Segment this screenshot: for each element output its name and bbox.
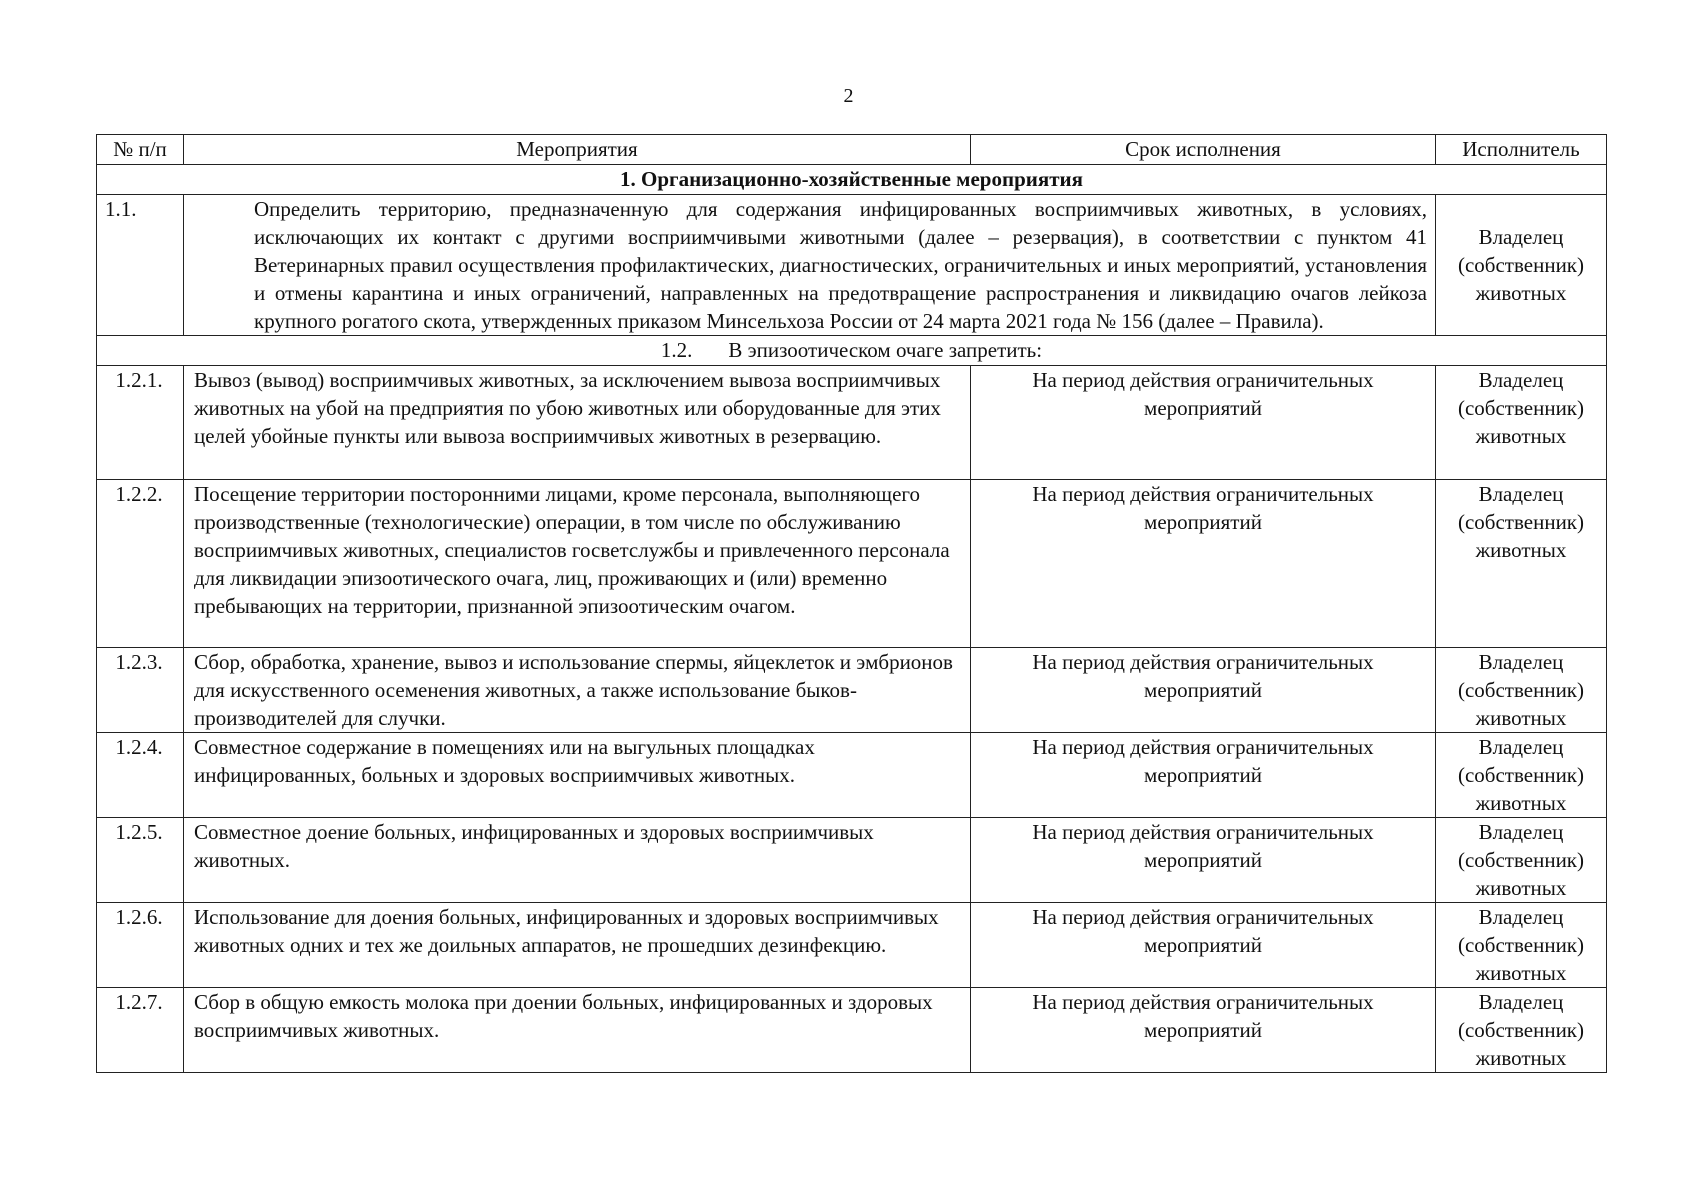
row-number: 1.2.7. xyxy=(97,988,184,1073)
table-row xyxy=(97,818,1607,903)
term-text: На период действия ограничительных мероприятий xyxy=(971,366,1436,480)
activity-text: Совместное содержание в помещениях или на выгульных площадках инфицированных, больных и здоровых восприимчивых животных. xyxy=(184,733,971,818)
subsection-text: В эпизоотическом очаге запретить: xyxy=(728,338,1043,362)
subsection-number: 1.2. xyxy=(660,338,693,362)
page-number: 2 xyxy=(843,85,854,107)
table-row xyxy=(97,366,1607,480)
activity-text: Совместное доение больных, инфицированных и здоровых восприимчивых животных. xyxy=(184,818,971,903)
activity-text: Определить территорию, предназначенную для содержания инфицированных восприимчивых животных, в условиях, исключающих их контакт с другими восприимчивыми животными (далее – резервация), в соответствии с пунктом 41 Ветеринарных правил осуществления профилактических, диагностических, ограничительных и иных мероприятий, установления и отмены карантина и иных ограничений, направленных на предотвращение распространения и ликвидацию очагов лейкоза крупного рогатого скота, утвержденных приказом Минсельхоза России от 24 марта 2021 года № 156 (далее – Правила). xyxy=(184,195,1436,336)
header-executor: Исполнитель xyxy=(1436,135,1607,165)
activity-text: Использование для доения больных, инфицированных и здоровых восприимчивых животных одних и тех же доильных аппаратов, не прошедших дезинфекцию. xyxy=(184,903,971,988)
row-number: 1.2.3. xyxy=(97,648,184,733)
term-text: На период действия ограничительных мероприятий xyxy=(971,818,1436,903)
executor-text: Владелец (собственник) животных xyxy=(1436,818,1607,903)
section-title: 1. Организационно-хозяйственные мероприятия xyxy=(97,165,1607,195)
executor-text: Владелец (собственник) животных xyxy=(1436,648,1607,733)
executor-text: Владелец (собственник) животных xyxy=(1436,195,1607,336)
table-row xyxy=(97,195,1607,336)
activity-text: Сбор в общую емкость молока при доении больных, инфицированных и здоровых восприимчивых животных. xyxy=(184,988,971,1073)
executor-text: Владелец (собственник) животных xyxy=(1436,903,1607,988)
term-text: На период действия ограничительных мероприятий xyxy=(971,988,1436,1073)
measures-table xyxy=(96,134,1607,1073)
executor-text: Владелец (собственник) животных xyxy=(1436,366,1607,480)
table-row xyxy=(97,733,1607,818)
row-number: 1.2.4. xyxy=(97,733,184,818)
executor-text: Владелец (собственник) животных xyxy=(1436,988,1607,1073)
term-text: На период действия ограничительных мероприятий xyxy=(971,903,1436,988)
table-row xyxy=(97,480,1607,648)
row-number: 1.2.6. xyxy=(97,903,184,988)
term-text: На период действия ограничительных мероприятий xyxy=(971,648,1436,733)
header-activities: Мероприятия xyxy=(184,135,971,165)
activity-text: Сбор, обработка, хранение, вывоз и использование спермы, яйцеклеток и эмбрионов для искусственного осеменения животных, а также использование быков-производителей для случки. xyxy=(184,648,971,733)
table-row xyxy=(97,988,1607,1073)
row-number: 1.2.5. xyxy=(97,818,184,903)
row-number: 1.2.2. xyxy=(97,480,184,648)
section-row xyxy=(97,165,1607,195)
term-text: На период действия ограничительных мероприятий xyxy=(971,733,1436,818)
header-num: № п/п xyxy=(97,135,184,165)
term-text: На период действия ограничительных мероприятий xyxy=(971,480,1436,648)
row-number: 1.2.1. xyxy=(97,366,184,480)
header-term: Срок исполнения xyxy=(971,135,1436,165)
table-header-row xyxy=(97,135,1607,165)
subsection-row xyxy=(97,336,1607,366)
table-row xyxy=(97,648,1607,733)
executor-text: Владелец (собственник) животных xyxy=(1436,480,1607,648)
activity-text: Посещение территории посторонними лицами, кроме персонала, выполняющего производственные (технологические) операции, в том числе по обслуживанию восприимчивых животных, специалистов госветслужбы и привлеченного персонала для ликвидации эпизоотического очага, лиц, проживающих и (или) временно пребывающих на территории, признанной эпизоотическим очагом. xyxy=(184,480,971,648)
table-row xyxy=(97,903,1607,988)
executor-text: Владелец (собственник) животных xyxy=(1436,733,1607,818)
row-number: 1.1. xyxy=(97,195,184,336)
subsection-title xyxy=(97,336,1607,366)
activity-text: Вывоз (вывод) восприимчивых животных, за исключением вывоза восприимчивых животных на убой на предприятия по убою животных или оборудованные для этих целей убойные пункты или вывоза восприимчивых животных в резервацию. xyxy=(184,366,971,480)
